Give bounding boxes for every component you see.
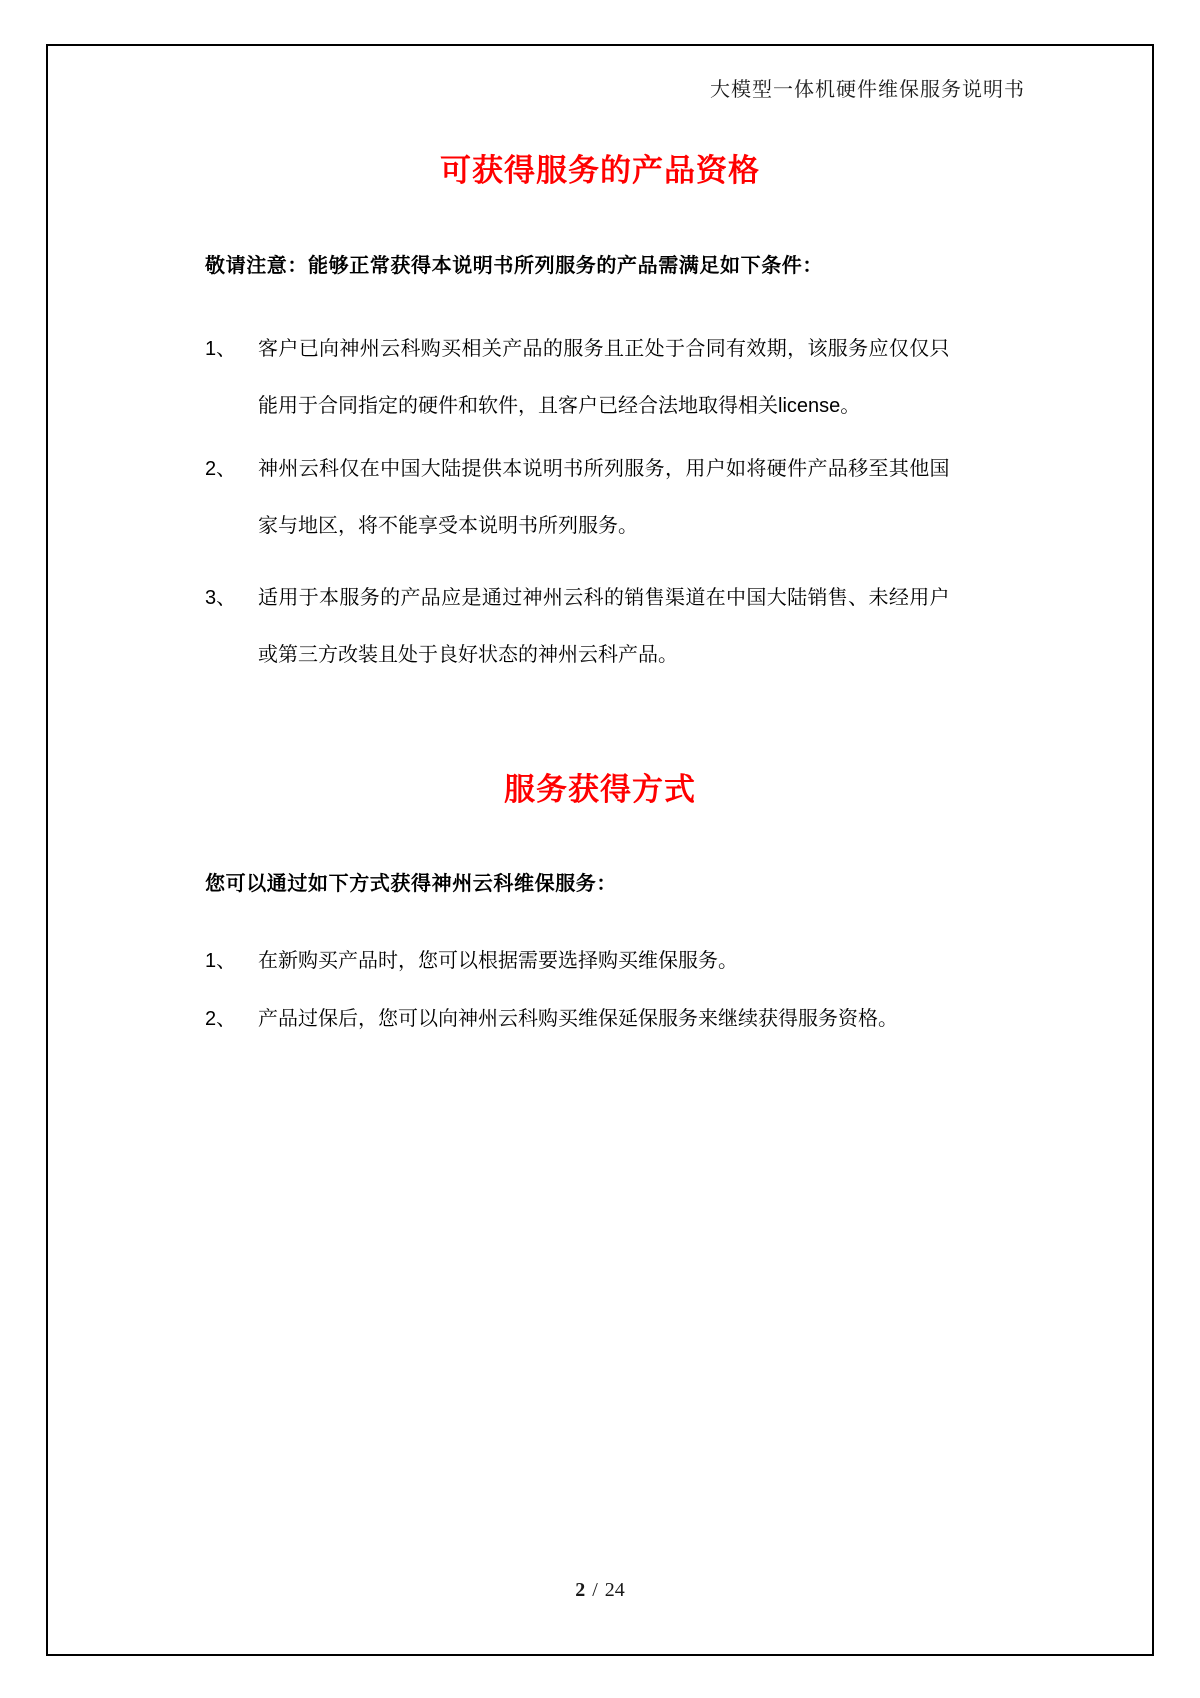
list-item-line: 能用于合同指定的硬件和软件，且客户已经合法地取得相关license。 <box>258 395 861 417</box>
section2-title: 服务获得方式 <box>504 772 696 807</box>
list-item-line: 客户已向神州云科购买相关产品的服务且正处于合同有效期，该服务应仅仅只 <box>258 338 950 360</box>
page-header <box>710 76 1025 104</box>
list-item-line: 神州云科仅在中国大陆提供本说明书所列服务，用户如将硬件产品移至其他国 <box>258 458 950 480</box>
list-item-1 <box>205 321 950 435</box>
section1-title: 可获得服务的产品资格 <box>440 153 760 188</box>
list-item-5 <box>205 991 898 1048</box>
page-number-separator: / <box>592 1579 598 1601</box>
list-item-line: 家与地区，将不能享受本说明书所列服务。 <box>258 515 638 537</box>
list-item-text <box>258 441 950 555</box>
list-item-text <box>258 321 950 435</box>
section2-intro: 您可以通过如下方式获得神州云科维保服务： <box>205 873 617 895</box>
list-item-text <box>258 933 738 990</box>
list-item-line: 适用于本服务的产品应是通过神州云科的销售渠道在中国大陆销售、未经用户 <box>258 587 950 609</box>
list-item-number: 2、 <box>205 1008 237 1030</box>
list-item-4 <box>205 933 738 990</box>
list-item-3 <box>205 570 950 684</box>
list-item-line: 产品过保后，您可以向神州云科购买维保延保服务来继续获得服务资格。 <box>258 1008 898 1030</box>
list-item-text <box>258 991 898 1048</box>
list-item-number: 1、 <box>205 950 237 972</box>
list-item-number: 1、 <box>205 338 237 360</box>
list-item-line: 或第三方改装且处于良好状态的神州云科产品。 <box>258 644 678 666</box>
page-number-current: 2 <box>575 1579 586 1601</box>
page-number-total: 24 <box>604 1579 625 1601</box>
header-title: 大模型一体机硬件维保服务说明书 <box>710 79 1025 101</box>
section1-intro: 敬请注意：能够正常获得本说明书所列服务的产品需满足如下条件： <box>205 255 823 277</box>
list-item-text <box>258 570 950 684</box>
list-item-line: 在新购买产品时，您可以根据需要选择购买维保服务。 <box>258 950 738 972</box>
list-item-number: 2、 <box>205 458 237 480</box>
list-item-number: 3、 <box>205 587 237 609</box>
list-item-2 <box>205 441 950 555</box>
page-footer <box>0 1576 1200 1604</box>
